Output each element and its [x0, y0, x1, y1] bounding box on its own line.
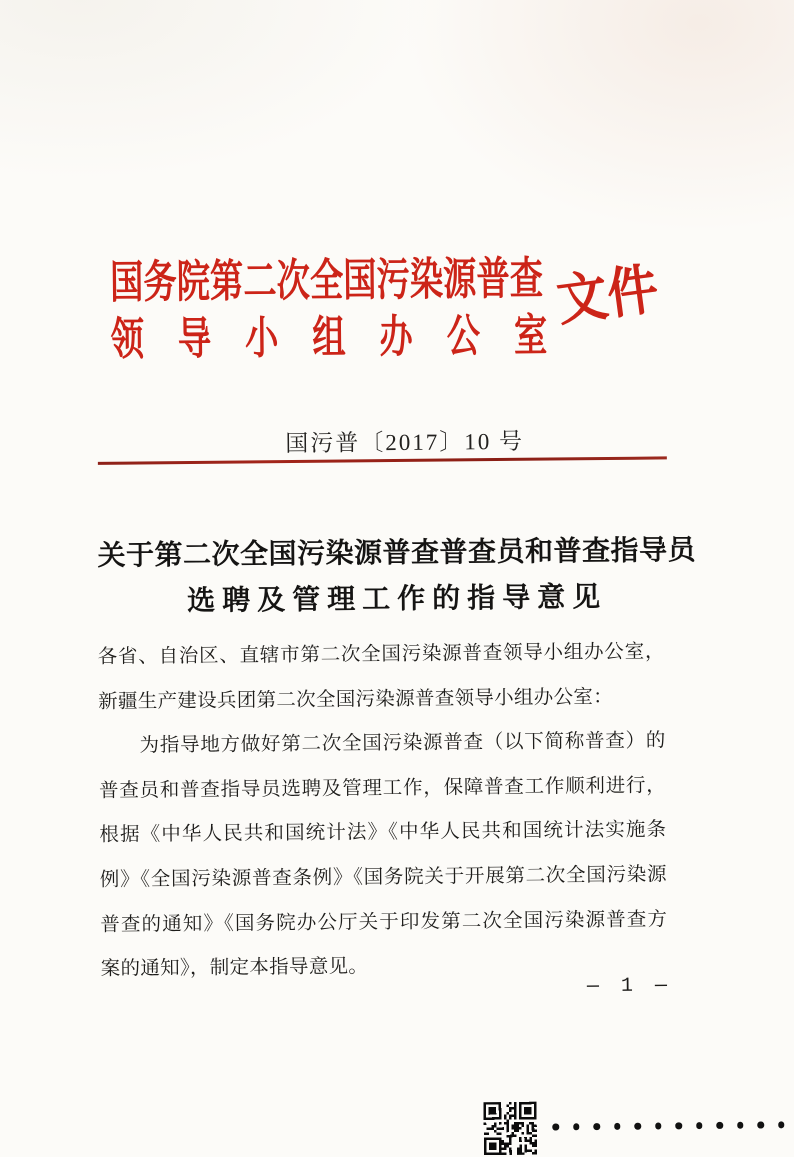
fold-dot: [634, 1123, 641, 1130]
document-title: [94, 528, 701, 626]
fold-dot: [675, 1122, 682, 1129]
body-line-6: 例》《全国污染源普查条例》《国务院关于开展第二次全国污染源: [99, 864, 667, 891]
org-name-line1: 国务院第二次全国污染源普查: [109, 253, 544, 308]
doc-type-label: 文件: [553, 258, 662, 333]
fold-dot: [757, 1122, 764, 1129]
fold-dot: [696, 1122, 703, 1129]
body-line-3: 为指导地方做好第二次全国污染源普查（以下简称普查）的: [139, 730, 666, 757]
document-body: [98, 630, 668, 992]
document-number: 国污普〔2017〕10 号: [285, 428, 525, 457]
body-line-2: 新疆生产建设兵团第二次全国污染源普查领导小组办公室：: [98, 686, 614, 713]
dotted-fold-line: [552, 1121, 794, 1130]
org-name: [110, 251, 548, 369]
body-line-7: 普查的通知》《国务院办公厅关于印发第二次全国污染源普查方: [100, 908, 668, 936]
fold-dot: [552, 1123, 559, 1130]
document-title-line2: 选聘及管理工作的指导意见: [187, 581, 608, 618]
body-line-5: 根据《中华人民共和国统计法》《中华人民共和国统计法实施条: [99, 819, 667, 847]
body-line-1: 各省、自治区、直辖市第二次全国污染源普查领导小组办公室，: [97, 641, 665, 668]
fold-dot: [573, 1123, 580, 1130]
page-number: — 1 —: [586, 974, 673, 999]
body-line-8: 案的通知》，制定本指导意见。: [100, 956, 369, 981]
letterhead: [0, 0, 788, 365]
fold-dot: [655, 1122, 662, 1129]
fold-dot: [778, 1121, 785, 1128]
fold-dot: [614, 1123, 621, 1130]
fold-dot: [593, 1123, 600, 1130]
org-name-line2: 领导小组办公室: [110, 310, 548, 365]
document-title-line1: 关于第二次全国污染源普查普查员和普查指导员: [97, 535, 697, 572]
qr-code-icon: [483, 1102, 538, 1156]
body-line-4: 普查员和普查指导员选聘及管理工作，保障普查工作顺利进行，: [98, 775, 667, 802]
fold-dot: [716, 1122, 723, 1129]
fold-dot: [737, 1122, 744, 1129]
